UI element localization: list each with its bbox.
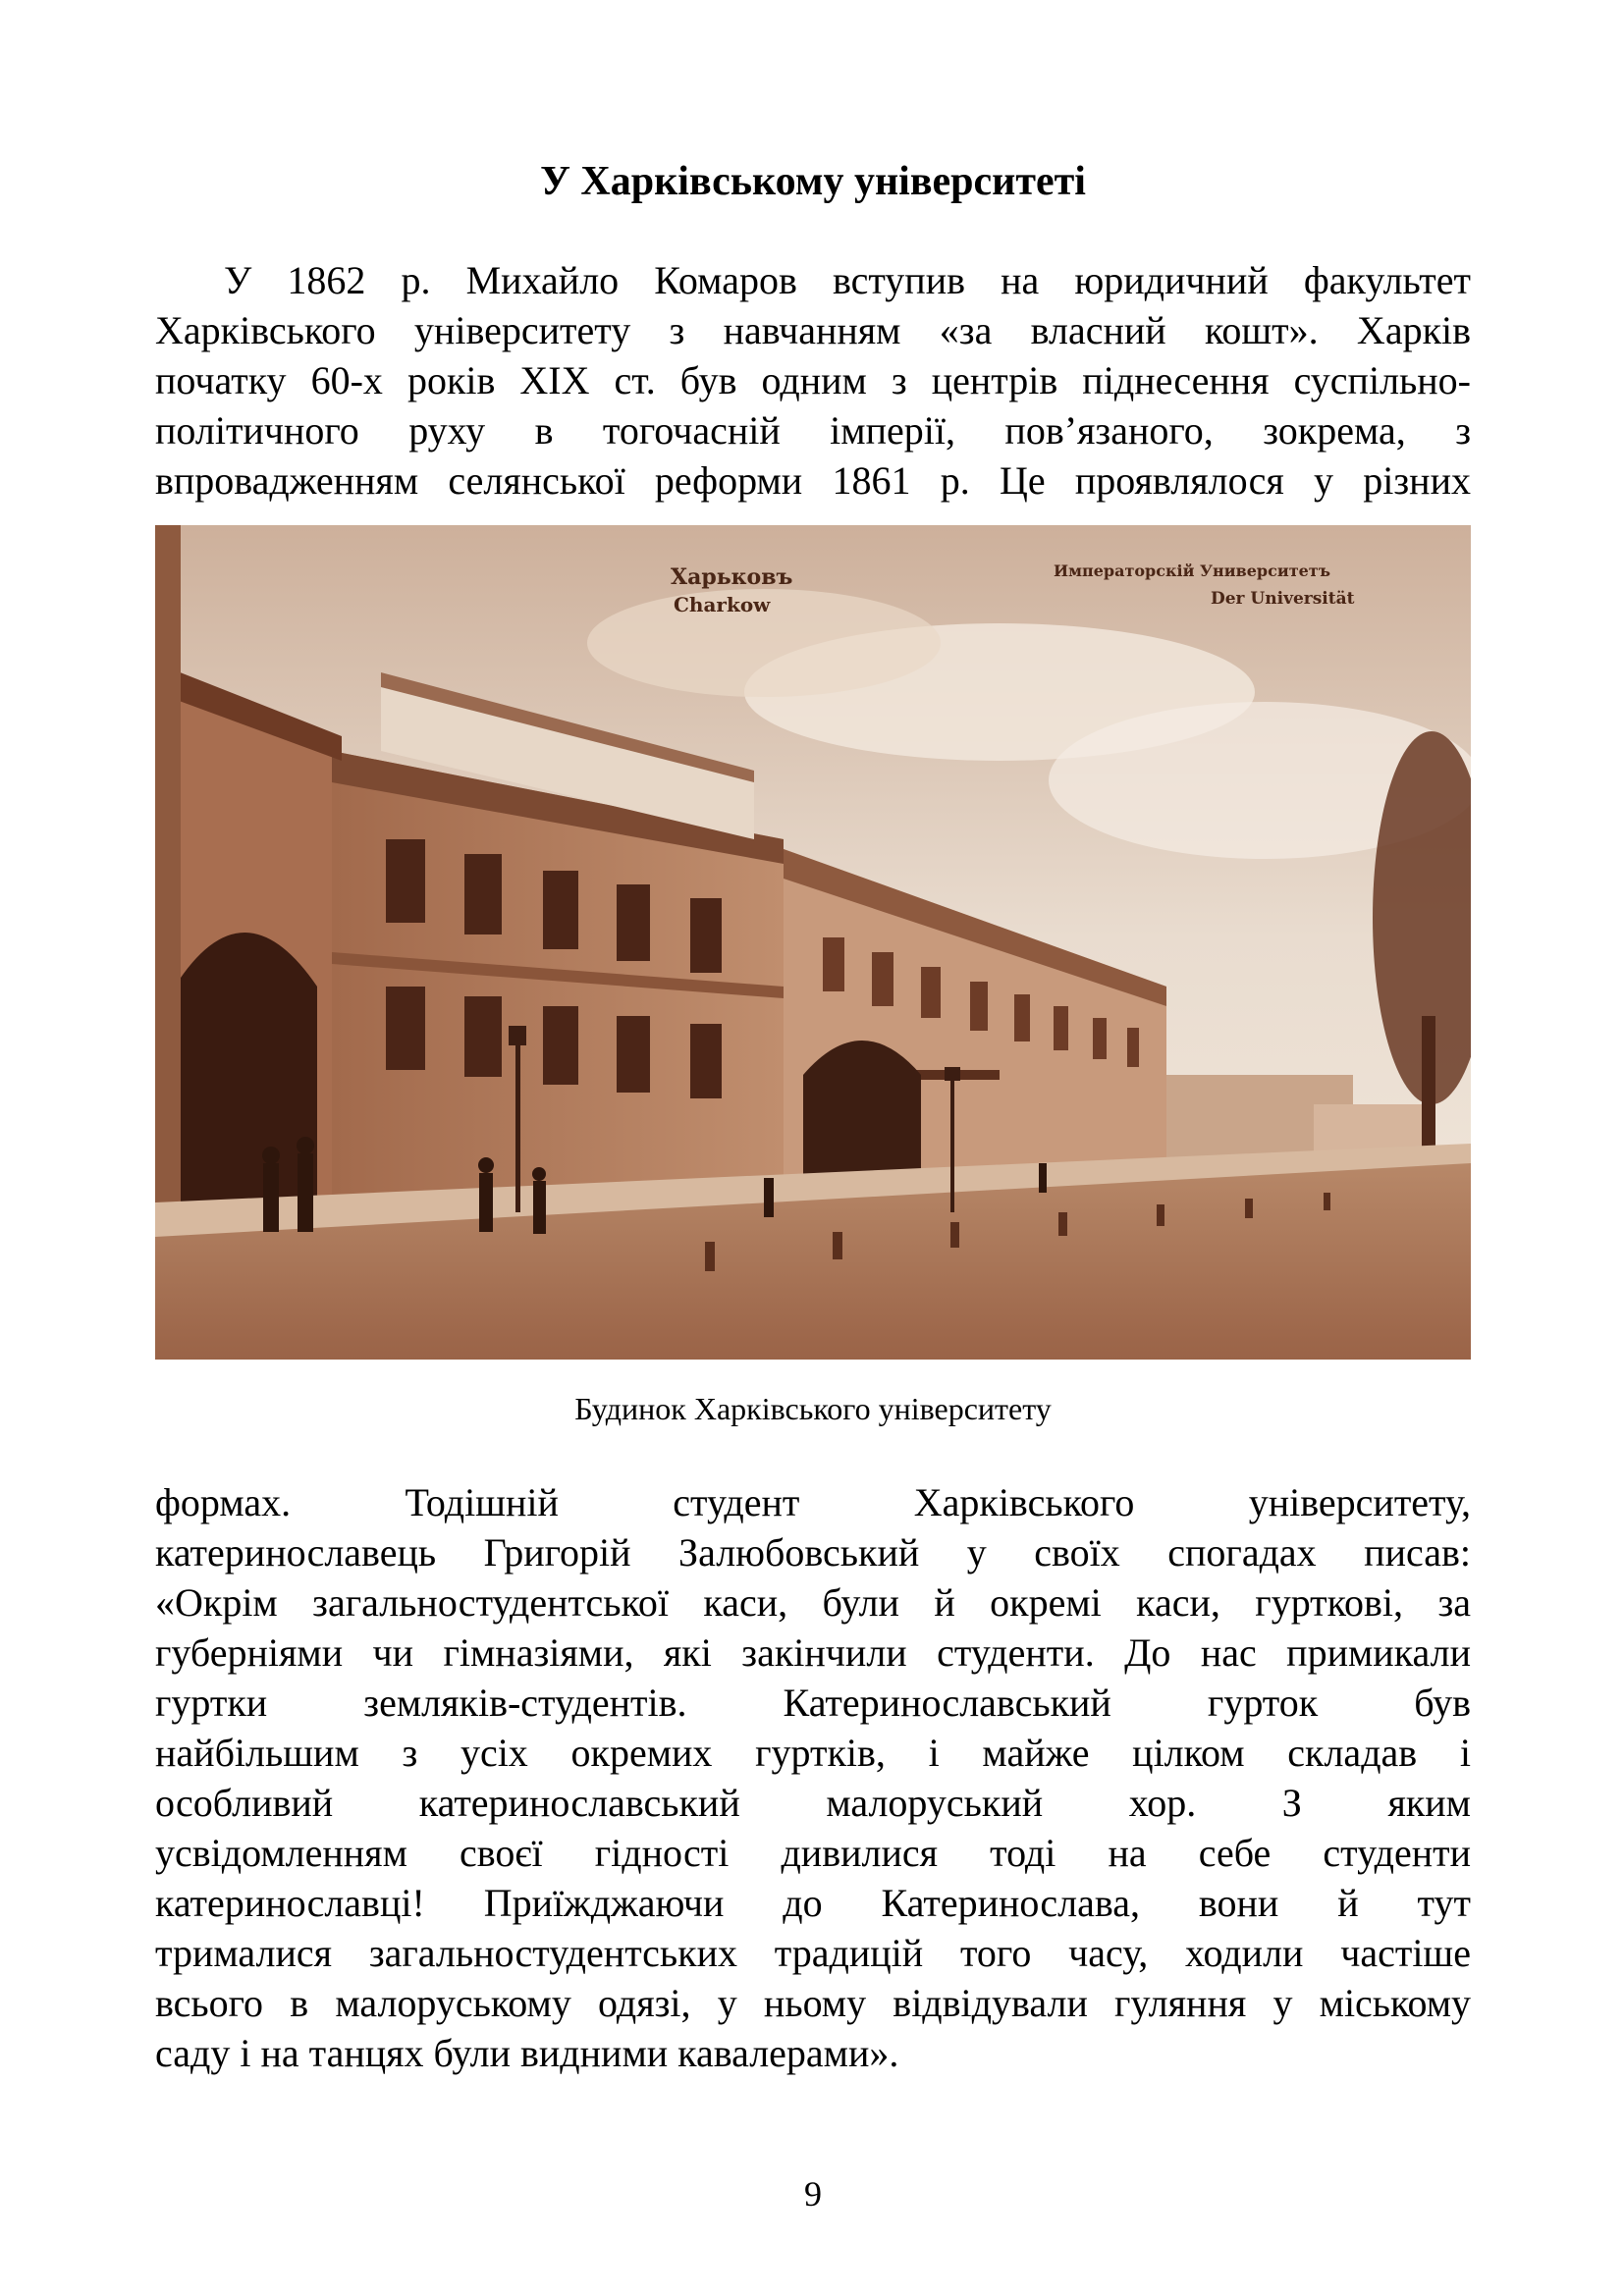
paragraph-intro — [155, 255, 1471, 506]
text-line: трималися загальностудентських традицій того часу, ходили частіше — [155, 1931, 1471, 1975]
figure-caption: Будинок Харківського університету — [574, 1391, 1052, 1426]
text-line: саду і на танцях були видними кавалерами». — [155, 2031, 899, 2075]
text-line: особливий катеринославський малоруський хор. З яким — [155, 1781, 1471, 1825]
text-line: впровадженням селянської реформи 1861 р. Це проявлялося у різних — [155, 458, 1471, 503]
text-line: найбільшим з усіх окремих гуртків, і майже цілком складав і — [155, 1731, 1471, 1775]
page-number: 9 — [804, 2174, 822, 2214]
text-line: губерніями чи гімназіями, які закінчили студенти. До нас примикали — [155, 1630, 1471, 1675]
text-line: формах. Тодішній студент Харківського університету, — [155, 1480, 1471, 1524]
text-line: початку 60-х років ХІХ ст. був одним з центрів піднесення суспільно- — [155, 358, 1471, 402]
section-heading: У Харківському університеті — [540, 159, 1086, 204]
postcard-caption-right-line2: Der Universität — [1211, 589, 1355, 609]
text-line: катеринославці! Приїжджаючи до Катеринослава, вони й тут — [155, 1881, 1471, 1925]
paragraph-memoir — [155, 1477, 1471, 2078]
text-line: У 1862 р. Михайло Комаров вступив на юридичний факультет — [224, 258, 1471, 302]
text-line: катеринославець Григорій Залюбовський у своїх спогадах писав: — [155, 1530, 1471, 1575]
text-line: «Окрім загальностудентської каси, були й окремі каси, гурткові, за — [155, 1580, 1471, 1625]
postcard-caption-right-line1: Императорскiй Университетъ — [1054, 561, 1330, 580]
postcard-caption-left-line2: Charkow — [674, 593, 771, 616]
text-line: Харківського університету з навчанням «за власний кошт». Харків — [155, 308, 1471, 352]
text-line: усвідомленням своєї гідності дивилися тоді на себе студенти — [155, 1831, 1471, 1875]
university-building-photo — [155, 525, 1471, 1360]
text-line: гуртки земляків-студентів. Катеринославський гурток був — [155, 1681, 1471, 1725]
postcard-caption-left-line1: Харьковъ — [671, 564, 793, 590]
text-line: політичного руху в тогочасній імперії, пов’язаного, зокрема, з — [155, 408, 1471, 453]
text-line: всього в малоруському одязі, у ньому відвідували гуляння у міському — [155, 1981, 1471, 2025]
